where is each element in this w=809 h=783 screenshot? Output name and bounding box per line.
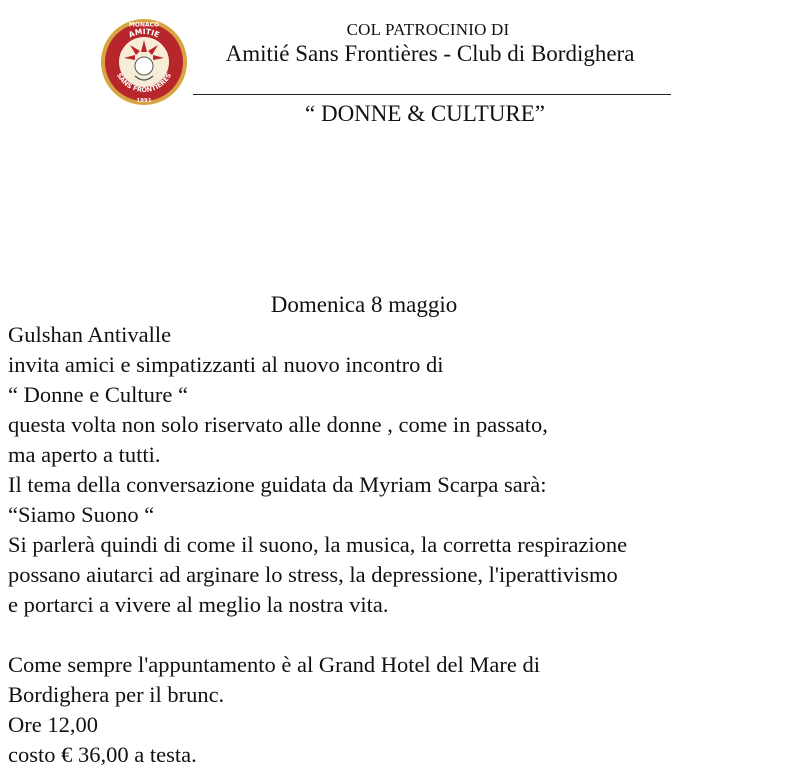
seal-monaco-text: MONACO (128, 21, 160, 29)
seal-arc-bottom-text: SANS FRONTIERES (114, 71, 174, 95)
seal-arc-top-text: AMITIE (127, 26, 161, 40)
project-title: “ DONNE & CULTURE” (305, 101, 545, 126)
description-line: questa volta non solo riservato alle donne , come in passato, (8, 412, 548, 437)
seal-face (135, 57, 153, 75)
event-cost: costo € 36,00 a testa. (8, 742, 197, 767)
patronage-label: COL PATROCINIO DI (346, 20, 510, 39)
description-line: e portarci a vivere al meglio la nostra vita. (8, 592, 389, 617)
seal-year-text: 1991 (136, 98, 152, 104)
description-line: possano aiutarci ad arginare lo stress, la depressione, l'iperattivismo (8, 562, 618, 587)
host-name: Gulshan Antivalle (8, 322, 172, 347)
amitie-sans-frontieres-seal-icon (100, 18, 188, 106)
location-line: Come sempre l'appuntamento è al Grand Hotel del Mare di (8, 652, 541, 677)
topic-title: “Siamo Suono “ (8, 502, 155, 527)
topic-intro-line: Il tema della conversazione guidata da Myriam Scarpa sarà: (8, 472, 547, 497)
series-title: “ Donne e Culture “ (8, 382, 188, 407)
invitation-line: invita amici e simpatizzanti al nuovo incontro di (8, 352, 444, 377)
location-line: Bordighera per il brunc. (8, 682, 225, 707)
description-line: Si parlerà quindi di come il suono, la musica, la corretta respirazione (8, 532, 628, 557)
club-name: Amitié Sans Frontières - Club di Bordighera (225, 41, 635, 66)
event-description (8, 320, 798, 770)
event-date: Domenica 8 maggio (270, 292, 458, 317)
seal-graphic (100, 18, 188, 106)
paragraph-spacer (8, 620, 798, 650)
description-line: ma aperto a tutti. (8, 442, 161, 467)
header-divider (193, 94, 671, 95)
event-time: Ore 12,00 (8, 712, 98, 737)
